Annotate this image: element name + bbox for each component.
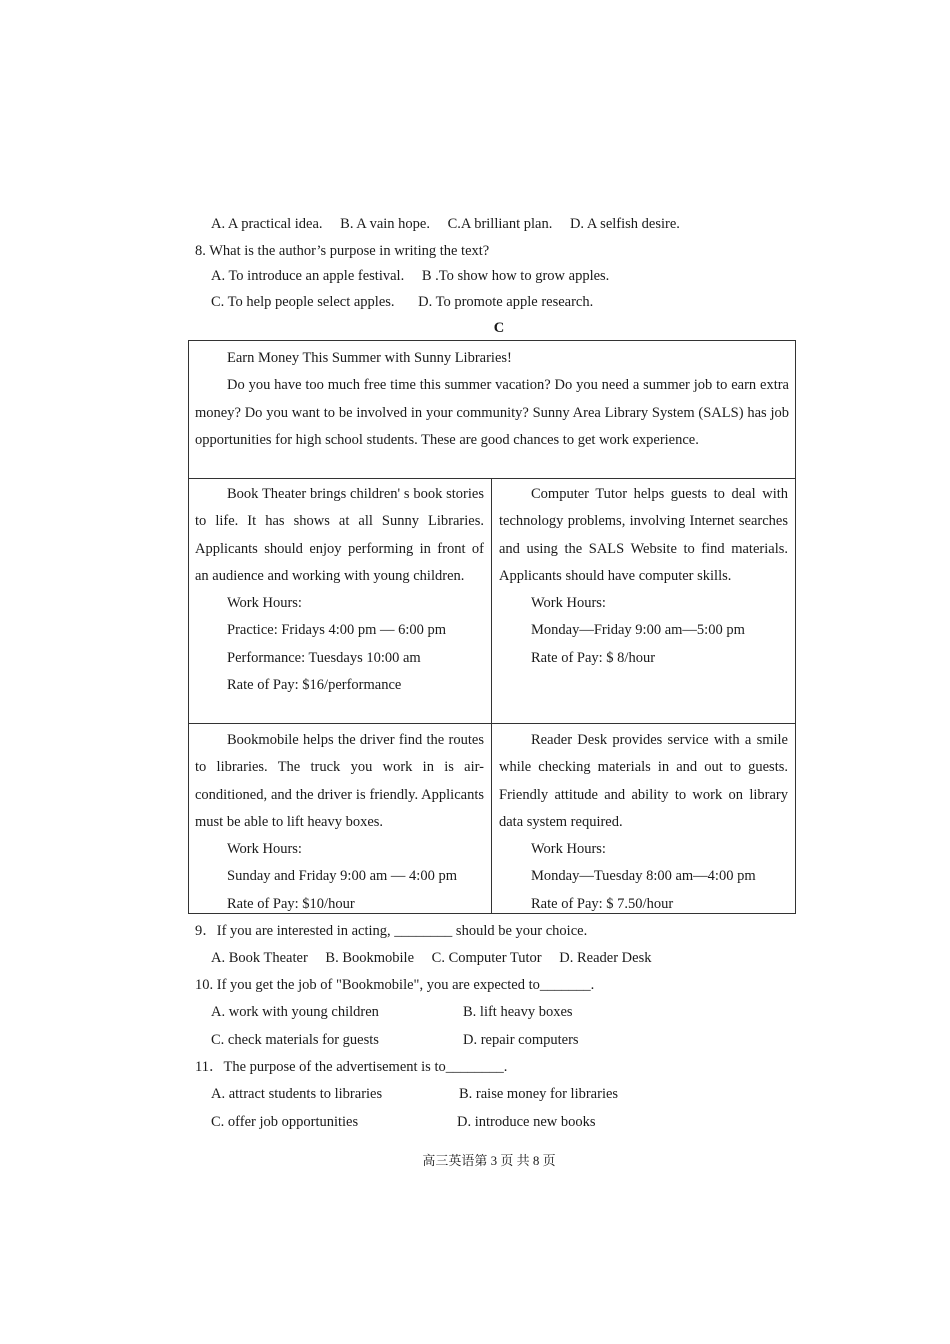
ad-intro-text: Do you have too much free time this summer vacation? Do you need a summer job to earn extra money? Do you want to be involved in your community? Sunny Area Library System (SALS) has job opportunities for high school students. These are good chances to get work experience. <box>195 377 789 448</box>
job-description: Book Theater brings children' s book stories to life. It has shows at all Sunny Libraries. Applicants should enjoy performing in front of an audience and working with young children. <box>195 486 484 584</box>
page-footer: 高三英语第 3 页 共 8 页 <box>422 1153 556 1168</box>
q7-option-a: A. A practical idea. <box>211 216 323 232</box>
job-pay: Rate of Pay: $ 7.50/hour <box>531 895 674 912</box>
q9-question: 9．If you are interested in acting, ________ should be your choice. <box>195 923 588 939</box>
job-pay: Rate of Pay: $ 8/hour <box>531 649 656 666</box>
job-hours-label: Work Hours: <box>227 595 302 612</box>
job-hours-line: Sunday and Friday 9:00 am — 4:00 pm <box>227 868 457 885</box>
q8-option-b: B .To show how to grow apples. <box>421 268 610 284</box>
q10-option-a: A. work with young children <box>211 1004 379 1020</box>
q7-options <box>211 214 694 234</box>
q9-options <box>211 948 665 968</box>
q10-question: 10. If you get the job of "Bookmobile", you are expected to_______. <box>195 977 595 993</box>
job-bookmobile <box>195 727 484 918</box>
q9-option-b: B. Bookmobile <box>325 950 415 966</box>
q7-option-b: B. A vain hope. <box>340 216 430 232</box>
q11-option-b: B. raise money for libraries <box>459 1086 619 1102</box>
q7-option-d: D. A selfish desire. <box>569 216 680 232</box>
job-book-theater <box>195 481 484 699</box>
q8-option-d: D. To promote apple research. <box>418 294 594 310</box>
q11-option-d: D. introduce new books <box>457 1114 596 1130</box>
job-hours-line: Monday—Friday 9:00 am—5:00 pm <box>531 622 745 639</box>
job-hours-label: Work Hours: <box>531 841 606 858</box>
divider-vertical <box>491 478 492 913</box>
job-hours-line: Performance: Tuesdays 10:00 am <box>227 649 421 666</box>
job-description: Computer Tutor helps guests to deal with technology problems, involving Internet searches and using the SALS Website to find materials. Applicants should have computer skills. <box>499 486 788 584</box>
q10-option-d: D. repair computers <box>463 1032 579 1048</box>
job-hours-line: Practice: Fridays 4:00 pm — 6:00 pm <box>227 622 447 639</box>
job-hours-label: Work Hours: <box>531 595 606 612</box>
job-description: Bookmobile helps the driver find the routes to libraries. The truck you work in is air-conditioned, and the driver is friendly. Applicants must be able to lift heavy boxes. <box>195 732 484 830</box>
q8-options-row2 <box>211 292 607 312</box>
q8-option-c: C. To help people select apples. <box>211 294 395 310</box>
ad-title: Earn Money This Summer with Sunny Libraries! <box>227 350 512 366</box>
q11-option-c: C. offer job opportunities <box>211 1114 359 1130</box>
q9-option-a: A. Book Theater <box>211 950 308 966</box>
q10-option-b: B. lift heavy boxes <box>463 1004 573 1020</box>
q9-option-c: C. Computer Tutor <box>431 950 542 966</box>
job-description: Reader Desk provides service with a smile while checking materials in and out to guests. Friendly attitude and ability to work on library data system required. <box>499 732 788 830</box>
q10-option-c: C. check materials for guests <box>211 1032 379 1048</box>
job-pay: Rate of Pay: $16/performance <box>227 677 402 694</box>
ad-intro <box>195 345 789 477</box>
job-hours-label: Work Hours: <box>227 841 302 858</box>
job-hours-line: Monday—Tuesday 8:00 am—4:00 pm <box>531 868 756 885</box>
q9-option-d: D. Reader Desk <box>559 950 652 966</box>
divider-middle <box>189 723 795 724</box>
job-pay: Rate of Pay: $10/hour <box>227 895 355 912</box>
job-computer-tutor <box>499 481 788 672</box>
q11-option-a: A. attract students to libraries <box>211 1086 383 1102</box>
q8-question: 8. What is the author’s purpose in writing the text? <box>195 243 490 259</box>
q8-option-a: A. To introduce an apple festival. <box>211 268 405 284</box>
section-label: C <box>493 320 505 336</box>
q8-options-row1 <box>211 266 623 286</box>
advertisement-box <box>188 340 796 914</box>
q11-question: 11．The purpose of the advertisement is to________. <box>195 1059 508 1075</box>
q7-option-c: C.A brilliant plan. <box>447 216 553 232</box>
job-reader-desk <box>499 727 788 918</box>
divider-top <box>189 478 795 479</box>
